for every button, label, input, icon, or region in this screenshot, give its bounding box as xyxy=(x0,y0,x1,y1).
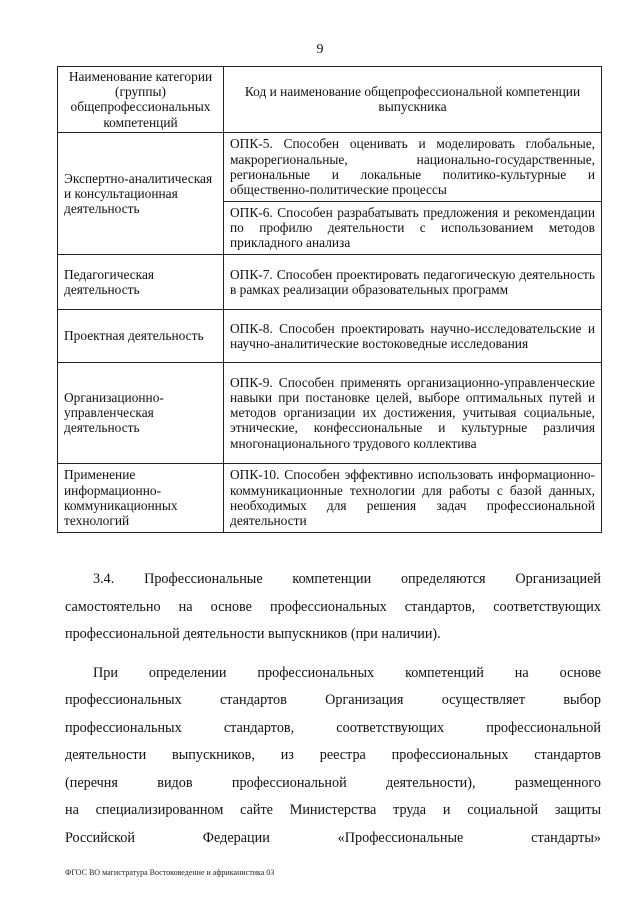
competency-cell: ОПК-7. Способен проектировать педагогическую деятельность в рамках реализации образовательных программ xyxy=(224,254,602,309)
competency-cell: ОПК-8. Способен проектировать научно-исследовательские и научно-аналитические востоковедные исследования xyxy=(224,309,602,362)
page-number: 9 xyxy=(316,42,324,57)
paragraph-line: профессиональных стандартов, соответствующих профессиональной xyxy=(65,719,601,736)
category-cell: Проектная деятельность xyxy=(58,309,224,362)
paragraph-line: (перечня видов профессиональной деятельности), размещенного xyxy=(65,774,601,791)
category-cell: Организационно-управленческая деятельность xyxy=(58,362,224,463)
paragraph-professional-standards xyxy=(65,660,601,853)
paragraph-line: на специализированном сайте Министерства труда и социальной защиты xyxy=(65,802,601,818)
category-cell: Педагогическая деятельность xyxy=(58,254,224,309)
paragraph-line: профессиональной деятельности выпускников (при наличии). xyxy=(65,626,441,642)
footer-note: ФГОС ВО магистратура Востоковедение и африканистика 03 xyxy=(65,868,275,877)
paragraph-line: деятельности выпускников, из реестра профессиональных стандартов xyxy=(65,747,601,763)
header-code-name: Код и наименование общепрофессиональной компетенции выпускника xyxy=(224,67,602,133)
paragraph-line: 3.4. Профессиональные компетенции определяются Организацией xyxy=(93,571,601,587)
competency-table xyxy=(57,66,602,533)
category-cell: Применение информационно-коммуникационных технологий xyxy=(58,463,224,532)
paragraph-3-4 xyxy=(65,566,601,649)
paragraph-line: профессиональных стандартов Организация осуществляет выбор xyxy=(65,692,601,708)
table-row xyxy=(58,309,602,362)
competency-cell: ОПК-10. Способен эффективно использовать информационно-коммуникационные технологии для работы с базой данных, необходимых для решения задач профессиональной деятельности xyxy=(224,463,602,532)
competency-cell: ОПК-6. Способен разрабатывать предложения и рекомендации по профилю деятельности с использованием методов прикладного анализа xyxy=(224,201,602,254)
body-text xyxy=(65,566,601,852)
table-row xyxy=(58,254,602,309)
competency-cell: ОПК-9. Способен применять организационно-управленческие навыки при постановке целей, выборе оптимальных путей и методов организации их достижения, учитывая социальные, этнические, конфессиональные и культурные различия многонационального трудового коллектива xyxy=(224,362,602,463)
paragraph-line: самостоятельно на основе профессиональных стандартов, соответствующих xyxy=(65,598,601,615)
header-category: Наименование категории (группы) общепрофессиональных компетенций xyxy=(58,67,224,133)
table-row xyxy=(58,362,602,463)
paragraph-line: При определении профессиональных компетенций на основе xyxy=(93,664,601,681)
table-row xyxy=(58,132,602,201)
paragraph-line: Российской Федерации «Профессиональные стандарты» xyxy=(65,829,601,846)
table-row xyxy=(58,463,602,532)
competency-cell: ОПК-5. Способен оценивать и моделировать глобальные, макрорегиональные, национально-государственные, региональные и локальные политико-культурные и общественно-политические процессы xyxy=(224,132,602,201)
category-cell: Экспертно-аналитическая и консультационная деятельность xyxy=(58,132,224,254)
table-header-row xyxy=(58,67,602,133)
